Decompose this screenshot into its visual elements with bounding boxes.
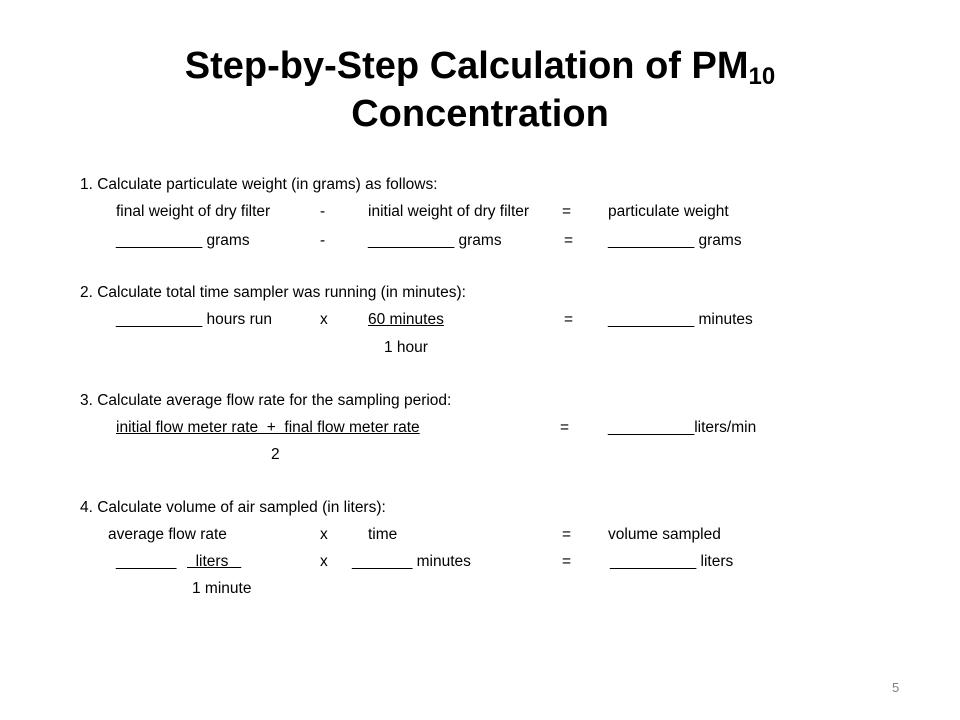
step4-row2-blank1: _______ <box>116 553 177 570</box>
step1-row2-op1: - <box>320 232 326 249</box>
title-main: Step-by-Step Calculation of PM <box>184 45 749 87</box>
step3-result: __________liters/min <box>608 419 757 436</box>
step1-row2-col1: __________ grams <box>116 232 250 249</box>
step2-row1-equals: = <box>564 311 574 328</box>
step4-heading: 4. Calculate volume of air sampled (in liters): <box>80 499 386 516</box>
step2-row1-op1: x <box>320 311 328 328</box>
step1-row2-result: __________ grams <box>608 232 742 249</box>
step4-denominator: 1 minute <box>192 580 252 597</box>
step4-row2-liters: liters <box>187 553 242 570</box>
step1-row1-col2: initial weight of dry filter <box>368 203 530 220</box>
step4-row2-op1: x <box>320 553 328 570</box>
step1-row1-op1: - <box>320 203 326 220</box>
step2-numerator: 60 minutes <box>368 311 444 328</box>
step3-denominator: 2 <box>271 446 280 463</box>
step4-row2-equals: = <box>562 553 572 570</box>
step4-row1-result: volume sampled <box>608 526 721 543</box>
step2-row1-col1: __________ hours run <box>116 311 272 328</box>
page-number: 5 <box>892 680 900 695</box>
step1-heading: 1. Calculate particulate weight (in grams) as follows: <box>80 176 438 193</box>
step4-row2-result: __________ liters <box>610 553 734 570</box>
step2-heading: 2. Calculate total time sampler was running (in minutes): <box>80 284 466 301</box>
step1-row1-equals: = <box>562 203 572 220</box>
step4-row2-minutes: _______ minutes <box>352 553 471 570</box>
step3-equals: = <box>560 419 570 436</box>
slide-title <box>0 42 960 138</box>
step1-row2-equals: = <box>564 232 574 249</box>
step3-heading: 3. Calculate average flow rate for the sampling period: <box>80 392 452 409</box>
step1-row1-result: particulate weight <box>608 203 729 220</box>
step1-row2-col2: __________ grams <box>368 232 502 249</box>
step4-row1-col1: average flow rate <box>108 526 227 543</box>
step4-row1-equals: = <box>562 526 572 543</box>
step2-row1-result: __________ minutes <box>608 311 753 328</box>
step2-denominator: 1 hour <box>384 339 428 356</box>
title-line-2: Concentration <box>351 93 609 135</box>
step3-numerator: initial flow meter rate + final flow meter rate <box>116 419 420 436</box>
step4-row1-op1: x <box>320 526 328 543</box>
step1-row1-col1: final weight of dry filter <box>116 203 271 220</box>
step4-row1-col2: time <box>368 526 398 543</box>
title-subscript: 10 <box>748 63 776 90</box>
